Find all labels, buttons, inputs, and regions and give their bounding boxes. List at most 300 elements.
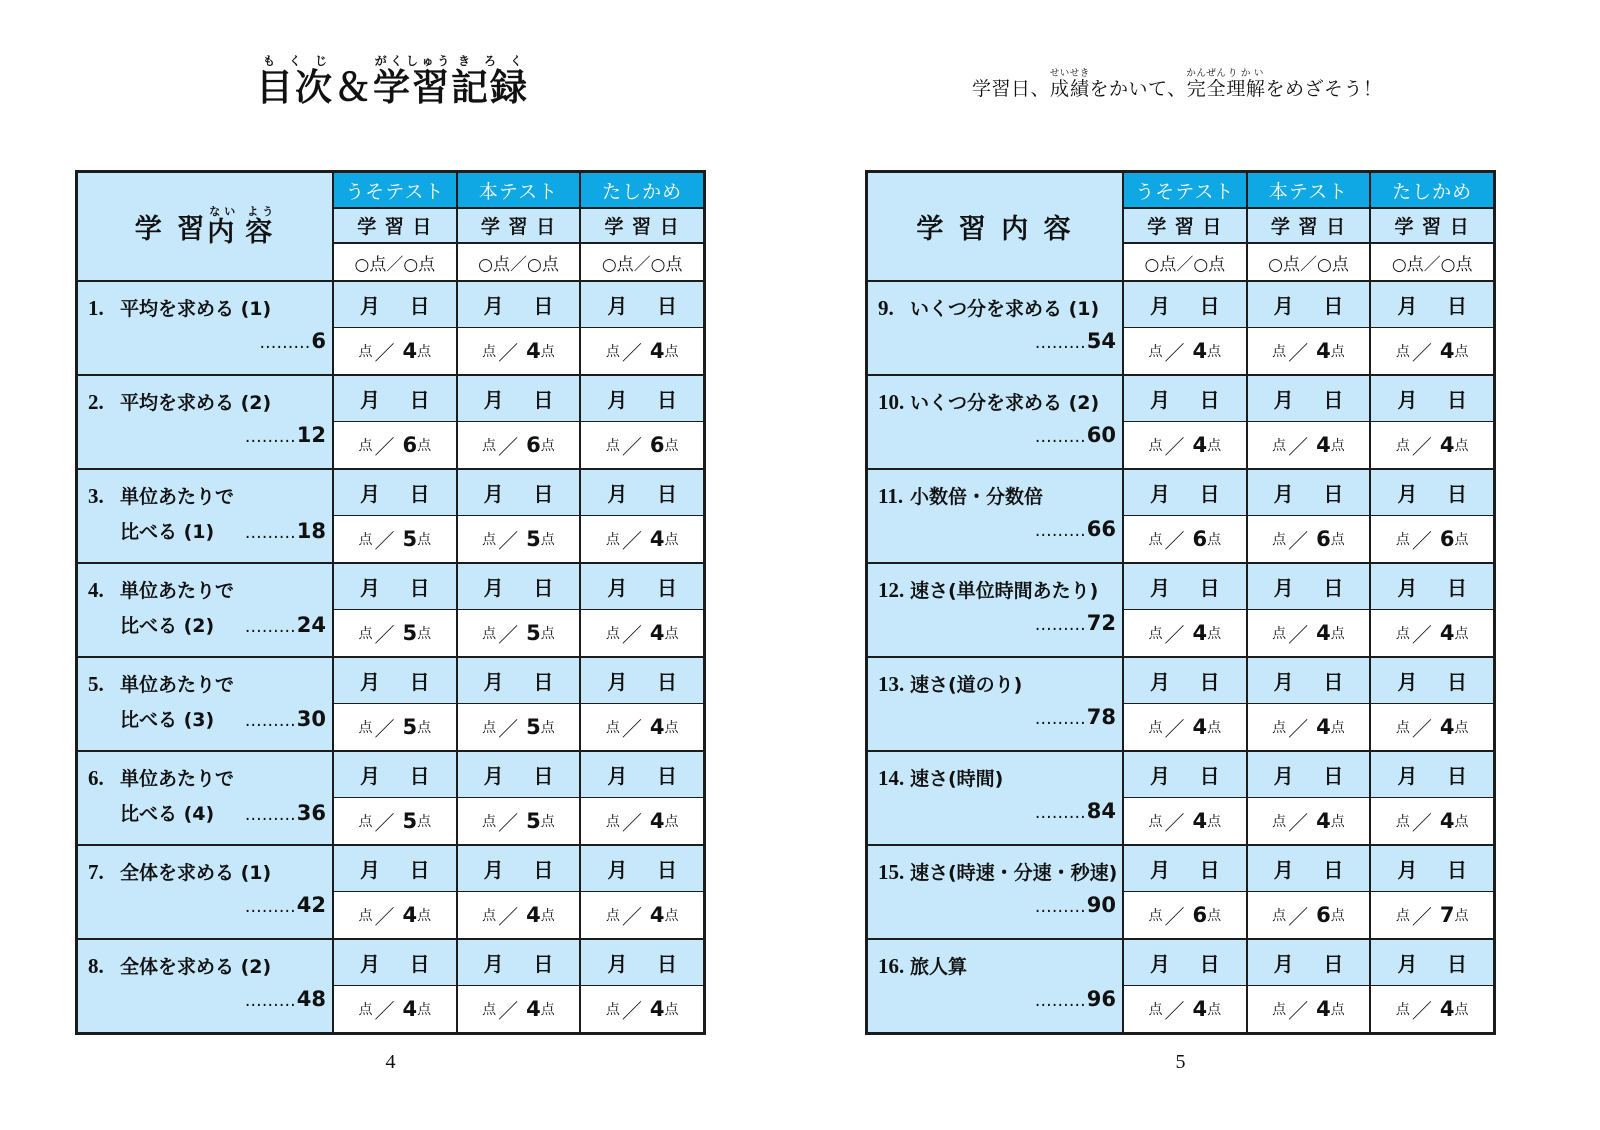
- date-cell: [579, 940, 703, 985]
- lesson-number: 14.: [878, 766, 905, 790]
- lesson-cell: [78, 940, 332, 1032]
- score-slash: ／: [374, 340, 395, 365]
- score-slash: ／: [1288, 622, 1309, 647]
- page-reference: [245, 987, 326, 1011]
- lesson-number: 11.: [878, 484, 904, 508]
- month-label: 月: [1273, 764, 1294, 788]
- score-slash: ／: [1411, 810, 1432, 835]
- lesson-cell: [78, 470, 332, 562]
- date-cell: [579, 658, 703, 703]
- score-slash: ／: [1288, 716, 1309, 741]
- lesson-page-line: [876, 329, 1116, 353]
- max-score: 4: [1439, 339, 1455, 363]
- date-cell: [1369, 376, 1493, 421]
- score-unit: 点: [605, 720, 620, 736]
- score-slash: ／: [1411, 904, 1432, 929]
- max-score: 4: [1192, 433, 1208, 457]
- lesson-title-line: [876, 294, 1116, 321]
- lesson-page-line: [86, 329, 326, 353]
- score-slash: ／: [1164, 904, 1185, 929]
- max-score: 4: [1439, 715, 1455, 739]
- month-label: 月: [1150, 482, 1170, 506]
- page-reference: [245, 893, 326, 917]
- date-cell: [1246, 752, 1370, 797]
- score-header-cell: ○点／○点: [456, 244, 580, 280]
- date-cell: [456, 470, 580, 515]
- ruby-group: [1226, 68, 1266, 100]
- date-cell: [1369, 564, 1493, 609]
- score-unit: 点: [540, 1002, 555, 1018]
- lesson-page-number: 66: [1086, 517, 1116, 541]
- score-unit: 点: [1330, 720, 1345, 736]
- lesson-page-line: [86, 987, 326, 1011]
- lesson-cell: [78, 564, 332, 656]
- page-number-right: 5: [1175, 1051, 1186, 1073]
- toc-row: [78, 750, 703, 844]
- lesson-cell: [868, 940, 1122, 1032]
- max-score: 6: [1439, 527, 1455, 551]
- page-reference: [245, 613, 326, 637]
- score-unit: 点: [482, 814, 497, 830]
- lesson-number: 13.: [878, 672, 905, 696]
- month-label: 月: [1273, 294, 1294, 318]
- max-score: 4: [1316, 621, 1331, 645]
- score-unit: 点: [417, 720, 432, 736]
- score-unit: 点: [1148, 532, 1163, 548]
- score-slash: ／: [374, 998, 395, 1023]
- day-label: 日: [533, 764, 554, 788]
- score-slash: ／: [374, 528, 395, 553]
- day-label: 日: [409, 858, 430, 882]
- furigana: せいせき: [1049, 68, 1090, 79]
- score-slash: ／: [1164, 622, 1185, 647]
- day-label: 日: [1446, 670, 1467, 694]
- score-slash: ／: [1288, 340, 1309, 365]
- lesson-number: 10.: [878, 390, 905, 414]
- score-slash: ／: [1164, 998, 1185, 1023]
- day-label: 日: [1446, 764, 1467, 788]
- date-cell: [579, 846, 703, 891]
- max-score: 6: [1316, 903, 1331, 927]
- text-run: 学習日、: [972, 78, 1051, 100]
- lesson-title: 速さ(時間): [910, 768, 1004, 790]
- lesson-title-line: [876, 764, 1116, 791]
- max-score: 4: [1439, 997, 1455, 1021]
- score-unit: 点: [540, 438, 555, 454]
- score-cell: [1369, 327, 1493, 374]
- lesson-title-continued: 比べる (2): [120, 615, 215, 637]
- day-label: 日: [409, 388, 430, 412]
- score-cell: [1246, 327, 1370, 374]
- score-cell: [456, 703, 580, 750]
- score-unit: 点: [664, 344, 679, 360]
- score-unit: 点: [482, 532, 497, 548]
- max-score: 6: [402, 433, 418, 457]
- score-slash: ／: [1411, 340, 1432, 365]
- day-label: 日: [1199, 952, 1220, 976]
- month-label: 月: [360, 576, 380, 600]
- month-label: 月: [1397, 482, 1418, 506]
- month-label: 月: [483, 388, 504, 412]
- month-label: 月: [483, 764, 504, 788]
- score-unit: 点: [1207, 908, 1222, 924]
- score-unit: 点: [1330, 814, 1345, 830]
- lesson-cell: [78, 376, 332, 468]
- max-score: 4: [1192, 621, 1208, 645]
- lesson-title-continued: 比べる (4): [120, 803, 215, 825]
- month-label: 月: [360, 388, 380, 412]
- day-label: 日: [656, 858, 677, 882]
- score-slash: ／: [1288, 998, 1309, 1023]
- toc-row: [78, 280, 703, 374]
- date-cell: [1122, 470, 1246, 515]
- month-label: 月: [1150, 952, 1170, 976]
- lesson-title-line: [86, 576, 326, 603]
- score-unit: 点: [605, 814, 620, 830]
- score-cell: [332, 609, 456, 656]
- score-unit: 点: [540, 344, 555, 360]
- page-reference: [1035, 987, 1116, 1011]
- toc-row: [868, 562, 1493, 656]
- left-table-column: [75, 170, 706, 1074]
- month-label: 月: [360, 294, 380, 318]
- date-cell: [1122, 564, 1246, 609]
- furigana: りかい: [1226, 68, 1266, 79]
- max-score: 4: [649, 903, 665, 927]
- lesson-page-number: 54: [1086, 329, 1116, 353]
- score-header-cell: ○点／○点: [579, 244, 703, 280]
- score-unit: 点: [1207, 814, 1222, 830]
- score-unit: 点: [482, 438, 497, 454]
- score-slash: ／: [1288, 434, 1309, 459]
- study-date-header: 学 習 日: [1122, 209, 1246, 244]
- lesson-title: 単位あたりで: [120, 674, 235, 696]
- month-label: 月: [360, 482, 380, 506]
- lesson-title-line: [86, 764, 326, 791]
- date-cell: [1246, 658, 1370, 703]
- score-cell: [332, 421, 456, 468]
- date-cell: [332, 470, 456, 515]
- leader-dots: ………: [1034, 803, 1086, 823]
- month-label: 月: [360, 858, 380, 882]
- ruby-base: 学習: [373, 66, 451, 109]
- date-cell: [1122, 752, 1246, 797]
- score-slash: ／: [1411, 998, 1432, 1023]
- max-score: 5: [402, 527, 418, 551]
- score-unit: 点: [1148, 814, 1163, 830]
- score-slash: ／: [1411, 528, 1432, 553]
- toc-row: [868, 280, 1493, 374]
- score-slash: ／: [621, 528, 642, 553]
- month-label: 月: [607, 764, 628, 788]
- max-score: 4: [1439, 621, 1455, 645]
- toc-row: [868, 844, 1493, 938]
- date-cell: [1122, 940, 1246, 985]
- day-label: 日: [409, 294, 430, 318]
- day-label: 日: [1446, 482, 1467, 506]
- toc-row: [78, 468, 703, 562]
- score-unit: 点: [1148, 344, 1163, 360]
- lesson-title-continued: 比べる (3): [120, 709, 215, 731]
- lesson-page-line: [86, 517, 326, 544]
- lesson-page-number: 96: [1086, 987, 1116, 1011]
- day-label: 日: [656, 952, 677, 976]
- date-cell: [456, 846, 580, 891]
- study-date-header: 学 習 日: [332, 209, 456, 244]
- leader-dots: ………: [244, 617, 296, 637]
- day-label: 日: [1199, 294, 1220, 318]
- text-run: 学 習: [134, 214, 208, 245]
- toc-row: [78, 844, 703, 938]
- lesson-title: 速さ(時速・分速・秒速): [910, 862, 1118, 884]
- day-label: 日: [1199, 388, 1220, 412]
- score-unit: 点: [1207, 626, 1222, 642]
- score-cell: [1369, 985, 1493, 1032]
- date-cell: [456, 376, 580, 421]
- score-unit: 点: [1454, 908, 1469, 924]
- score-unit: 点: [664, 814, 679, 830]
- date-cell: [1122, 846, 1246, 891]
- toc-row: [78, 656, 703, 750]
- score-unit: 点: [417, 532, 432, 548]
- score-cell: [1122, 515, 1246, 562]
- ruby-group: [1049, 68, 1090, 100]
- max-score: 4: [1439, 809, 1455, 833]
- day-label: 日: [1323, 482, 1344, 506]
- date-cell: [1246, 470, 1370, 515]
- day-label: 日: [1446, 952, 1467, 976]
- date-cell: [332, 940, 456, 985]
- score-slash: ／: [621, 340, 642, 365]
- lesson-number: 6.: [88, 766, 104, 790]
- month-label: 月: [607, 670, 628, 694]
- page-reference: [1035, 611, 1116, 635]
- lesson-title: 速さ(道のり): [910, 674, 1023, 696]
- score-cell: [579, 609, 703, 656]
- lesson-cell: [78, 752, 332, 844]
- table-header: [78, 173, 703, 280]
- score-unit: 点: [1207, 532, 1222, 548]
- score-unit: 点: [417, 814, 432, 830]
- toc-row: [868, 468, 1493, 562]
- toc-row: [78, 562, 703, 656]
- month-label: 月: [1150, 576, 1170, 600]
- lesson-number: 2.: [88, 390, 104, 414]
- day-label: 日: [656, 388, 677, 412]
- ruby-group: [207, 205, 237, 249]
- toc-table-right: [865, 170, 1496, 1035]
- day-label: 日: [409, 952, 430, 976]
- lesson-number: 9.: [878, 296, 894, 320]
- month-label: 月: [1273, 858, 1294, 882]
- ruby-base: 目次: [256, 66, 334, 109]
- month-label: 月: [1273, 482, 1294, 506]
- ruby-group: [373, 54, 451, 109]
- score-cell: [1369, 515, 1493, 562]
- max-score: 4: [1316, 339, 1331, 363]
- ruby-group: [1186, 68, 1227, 100]
- lesson-page-line: [876, 987, 1116, 1011]
- score-cell: [332, 891, 456, 938]
- toc-row: [868, 656, 1493, 750]
- day-label: 日: [656, 576, 677, 600]
- day-label: 日: [656, 764, 677, 788]
- score-unit: 点: [1207, 438, 1222, 454]
- score-cell: [332, 327, 456, 374]
- score-slash: ／: [1411, 622, 1432, 647]
- lesson-page-number: 84: [1086, 799, 1116, 823]
- date-cell: [579, 752, 703, 797]
- date-cell: [1369, 752, 1493, 797]
- score-unit: 点: [605, 438, 620, 454]
- max-score: 5: [402, 621, 418, 645]
- max-score: 4: [649, 527, 665, 551]
- day-label: 日: [1323, 670, 1344, 694]
- score-slash: ／: [498, 434, 519, 459]
- month-label: 月: [607, 294, 628, 318]
- score-unit: 点: [540, 908, 555, 924]
- page-reference: [245, 707, 326, 731]
- day-label: 日: [533, 388, 554, 412]
- lesson-page-number: 18: [296, 519, 326, 543]
- lesson-page-number: 6: [311, 329, 326, 353]
- score-cell: [1246, 421, 1370, 468]
- score-unit: 点: [664, 626, 679, 642]
- page-reference: [259, 329, 326, 353]
- score-unit: 点: [664, 532, 679, 548]
- score-cell: [1369, 891, 1493, 938]
- lesson-title-line: [86, 858, 326, 885]
- lesson-page-number: 24: [296, 613, 326, 637]
- score-unit: 点: [482, 720, 497, 736]
- max-score: 4: [1192, 997, 1208, 1021]
- furigana: よう: [245, 204, 276, 218]
- score-unit: 点: [605, 532, 620, 548]
- score-unit: 点: [1148, 720, 1163, 736]
- score-unit: 点: [358, 438, 373, 454]
- lesson-title: 全体を求める (2): [120, 956, 272, 978]
- date-cell: [579, 282, 703, 327]
- right-table-column: [865, 170, 1496, 1074]
- lesson-title: 速さ(単位時間あたり): [910, 580, 1099, 602]
- page-reference: [1035, 329, 1116, 353]
- lesson-page-number: 90: [1086, 893, 1116, 917]
- leader-dots: ………: [259, 333, 311, 353]
- max-score: 6: [1192, 527, 1208, 551]
- month-label: 月: [1397, 576, 1418, 600]
- score-cell: [579, 797, 703, 844]
- month-label: 月: [360, 952, 380, 976]
- month-label: 月: [607, 858, 628, 882]
- max-score: 5: [402, 809, 418, 833]
- day-label: 日: [656, 482, 677, 506]
- month-label: 月: [1150, 294, 1170, 318]
- score-unit: 点: [1272, 626, 1287, 642]
- date-cell: [1122, 376, 1246, 421]
- day-label: 日: [1323, 858, 1344, 882]
- score-cell: [1122, 797, 1246, 844]
- lesson-page-line: [876, 799, 1116, 823]
- score-unit: 点: [1330, 1002, 1345, 1018]
- date-cell: [1246, 846, 1370, 891]
- score-unit: 点: [1395, 344, 1410, 360]
- score-cell: [1369, 703, 1493, 750]
- score-unit: 点: [482, 908, 497, 924]
- lesson-page-number: 60: [1086, 423, 1116, 447]
- toc-row: [78, 938, 703, 1032]
- max-score: 4: [1192, 715, 1208, 739]
- day-label: 日: [1323, 764, 1344, 788]
- score-unit: 点: [1395, 720, 1410, 736]
- lesson-number: 15.: [878, 860, 905, 884]
- date-cell: [1122, 282, 1246, 327]
- test-column-header: 本テスト: [456, 173, 580, 209]
- score-unit: 点: [1148, 908, 1163, 924]
- score-cell: [1122, 703, 1246, 750]
- score-cell: [1122, 421, 1246, 468]
- lesson-title-line: [876, 858, 1116, 885]
- month-label: 月: [1150, 858, 1170, 882]
- score-slash: ／: [621, 622, 642, 647]
- day-label: 日: [533, 952, 554, 976]
- max-score: 6: [649, 433, 665, 457]
- lesson-title-line: [876, 482, 1116, 509]
- score-unit: 点: [1395, 908, 1410, 924]
- test-column-header: たしかめ: [1369, 173, 1493, 209]
- score-unit: 点: [417, 344, 432, 360]
- score-unit: 点: [1330, 626, 1345, 642]
- max-score: 4: [649, 339, 665, 363]
- max-score: 6: [1192, 903, 1208, 927]
- score-header-cell: ○点／○点: [1369, 244, 1493, 280]
- lesson-title-line: [876, 670, 1116, 697]
- month-label: 月: [483, 858, 504, 882]
- score-unit: 点: [1395, 814, 1410, 830]
- score-unit: 点: [417, 438, 432, 454]
- test-column-header: うそテスト: [332, 173, 456, 209]
- score-cell: [456, 515, 580, 562]
- lesson-page-number: 48: [296, 987, 326, 1011]
- furigana: かんぜん: [1186, 68, 1227, 79]
- content-header-cell: [78, 173, 332, 280]
- score-unit: 点: [664, 908, 679, 924]
- max-score: 5: [526, 621, 541, 645]
- day-label: 日: [1446, 388, 1467, 412]
- furigana: もくじ: [256, 54, 334, 68]
- score-unit: 点: [1395, 1002, 1410, 1018]
- score-cell: [456, 891, 580, 938]
- score-unit: 点: [540, 814, 555, 830]
- page-reference: [1035, 517, 1116, 541]
- max-score: 4: [1316, 809, 1331, 833]
- date-cell: [1369, 470, 1493, 515]
- day-label: 日: [656, 294, 677, 318]
- lesson-title-line: [876, 388, 1116, 415]
- score-header-cell: ○点／○点: [332, 244, 456, 280]
- page-reference: [1035, 893, 1116, 917]
- score-unit: 点: [540, 532, 555, 548]
- leader-dots: ………: [1034, 521, 1086, 541]
- score-unit: 点: [605, 908, 620, 924]
- score-unit: 点: [1454, 344, 1469, 360]
- score-cell: [332, 797, 456, 844]
- max-score: 4: [649, 809, 665, 833]
- max-score: 5: [526, 527, 541, 551]
- day-label: 日: [1199, 670, 1220, 694]
- date-cell: [332, 658, 456, 703]
- ruby-base: 完全: [1186, 78, 1227, 100]
- score-cell: [1246, 609, 1370, 656]
